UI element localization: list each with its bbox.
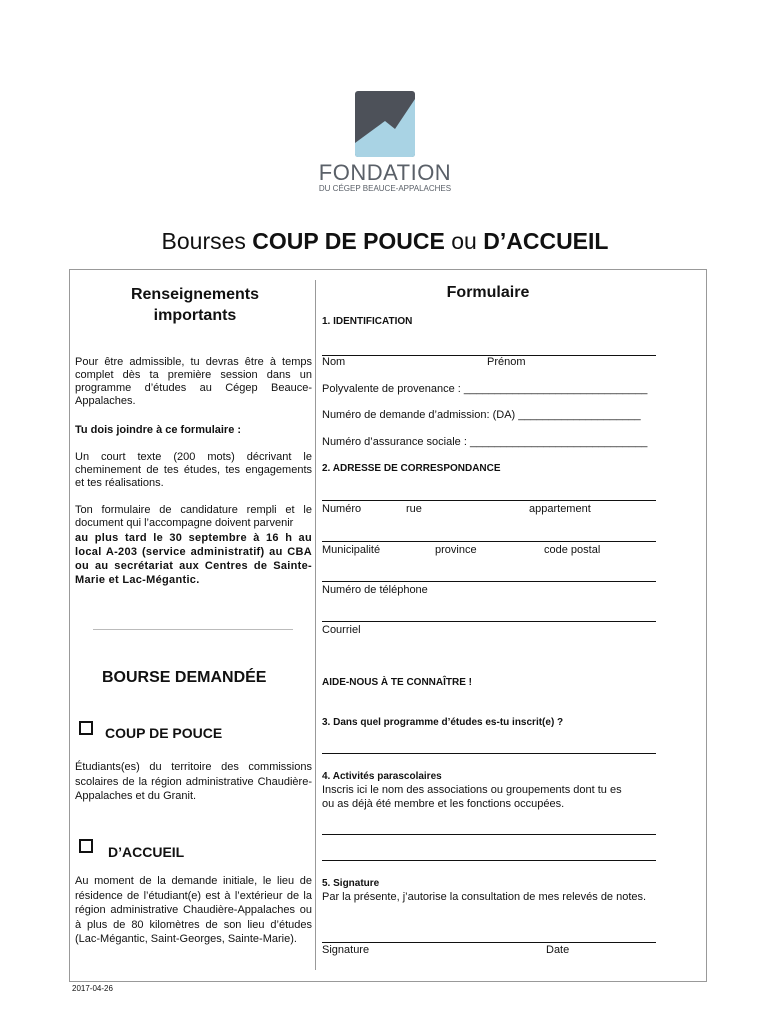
admission-number-field[interactable]: Numéro de demande d’admission: (DA) ____________________ (322, 409, 641, 421)
courriel-label: Courriel (322, 624, 361, 636)
attach-text: Un court texte (200 mots) décrivant le cheminement de tes études, tes engagements et tes réalisations. (75, 451, 312, 489)
logo-subtitle: DU CÉGEP BEAUCE-APPALACHES (318, 184, 452, 193)
activities-desc-2: ou as déjà été membre et les fonctions occupées. (322, 798, 565, 810)
municipalite-label: Municipalité (322, 544, 381, 556)
separator-line (93, 629, 293, 630)
page-title: Bourses COUP DE POUCE ou D’ACCUEIL (161, 228, 609, 254)
section-program: 3. Dans quel programme d’études es-tu inscrit(e) ? (322, 717, 564, 728)
activities-line-1[interactable] (322, 834, 656, 835)
street-line[interactable] (322, 500, 656, 501)
activities-line-2[interactable] (322, 860, 656, 861)
accueil-desc: Au moment de la demande initiale, le lieu de résidence de l’étudiant(e) est à l’extérieur de la région administrative Chaudière-Appalaches ou à plus de 80 kilomètres de son lieu d’études (Lac-Mégantic, Saint-Georges, Sainte-Marie). (75, 875, 312, 945)
logo-name: FONDATION (318, 160, 452, 185)
city-line[interactable] (322, 541, 656, 542)
section-identification: 1. IDENTIFICATION (322, 316, 413, 327)
email-line[interactable] (322, 621, 656, 622)
appartement-label: appartement (529, 503, 591, 515)
column-divider (315, 280, 316, 970)
fondation-logo-icon (355, 91, 415, 157)
section-address: 2. ADRESSE DE CORRESPONDANCE (322, 463, 501, 474)
coup-de-pouce-label: COUP DE POUCE (105, 725, 223, 741)
social-insurance-field[interactable]: Numéro d’assurance sociale : _____________________________ (322, 436, 648, 448)
deadline-text: Ton formulaire de candidature rempli et le document qui l’accompagne doivent parvenir (75, 504, 312, 529)
section-activities: 4. Activités parascolaires (322, 771, 442, 782)
phone-line[interactable] (322, 581, 656, 582)
nom-label: Nom (322, 356, 346, 368)
date-label: Date (546, 944, 570, 956)
rue-label: rue (406, 503, 422, 515)
prenom-label: Prénom (487, 356, 526, 368)
province-label: province (435, 544, 477, 556)
aide-heading: AIDE-NOUS À TE CONNAÎTRE ! (322, 677, 472, 688)
code-postal-label: code postal (544, 544, 601, 556)
numero-label: Numéro (322, 503, 362, 515)
bourse-heading: BOURSE DEMANDÉE (102, 669, 267, 686)
eligibility-text: Pour être admissible, tu devras être à temps complet dès ta première session dans un programme d’études au Cégep Beauce-Appalaches. (75, 356, 312, 407)
attach-heading: Tu dois joindre à ce formulaire : (75, 424, 242, 436)
activities-desc-1: Inscris ici le nom des associations ou groupements dont tu es (322, 784, 622, 796)
deadline-bold-text: au plus tard le 30 septembre à 16 h au local A-203 (service administratif) au CBA ou au secrétariat aux Centres de Sainte-Marie et Lac-Mégantic. (75, 532, 312, 586)
program-line[interactable] (322, 753, 656, 754)
polyvalente-field[interactable]: Polyvalente de provenance : ______________________________ (322, 383, 648, 395)
telephone-label: Numéro de téléphone (322, 584, 428, 596)
coup-de-pouce-checkbox[interactable] (79, 721, 93, 735)
signature-label: Signature (322, 944, 370, 956)
section-signature: 5. Signature (322, 878, 380, 889)
coup-de-pouce-desc: Étudiants(es) du territoire des commissions scolaires de la région administrative Chaudière-Appalaches et du Granit. (75, 761, 312, 802)
accueil-label: D’ACCUEIL (108, 844, 185, 860)
signature-consent: Par la présente, j’autorise la consultation de mes relevés de notes. (322, 891, 647, 903)
form-heading: Formulaire (446, 284, 530, 301)
info-heading: Renseignements importants (130, 286, 260, 324)
accueil-checkbox[interactable] (79, 839, 93, 853)
footer-date: 2017-04-26 (72, 984, 113, 993)
signature-line[interactable] (322, 942, 656, 943)
